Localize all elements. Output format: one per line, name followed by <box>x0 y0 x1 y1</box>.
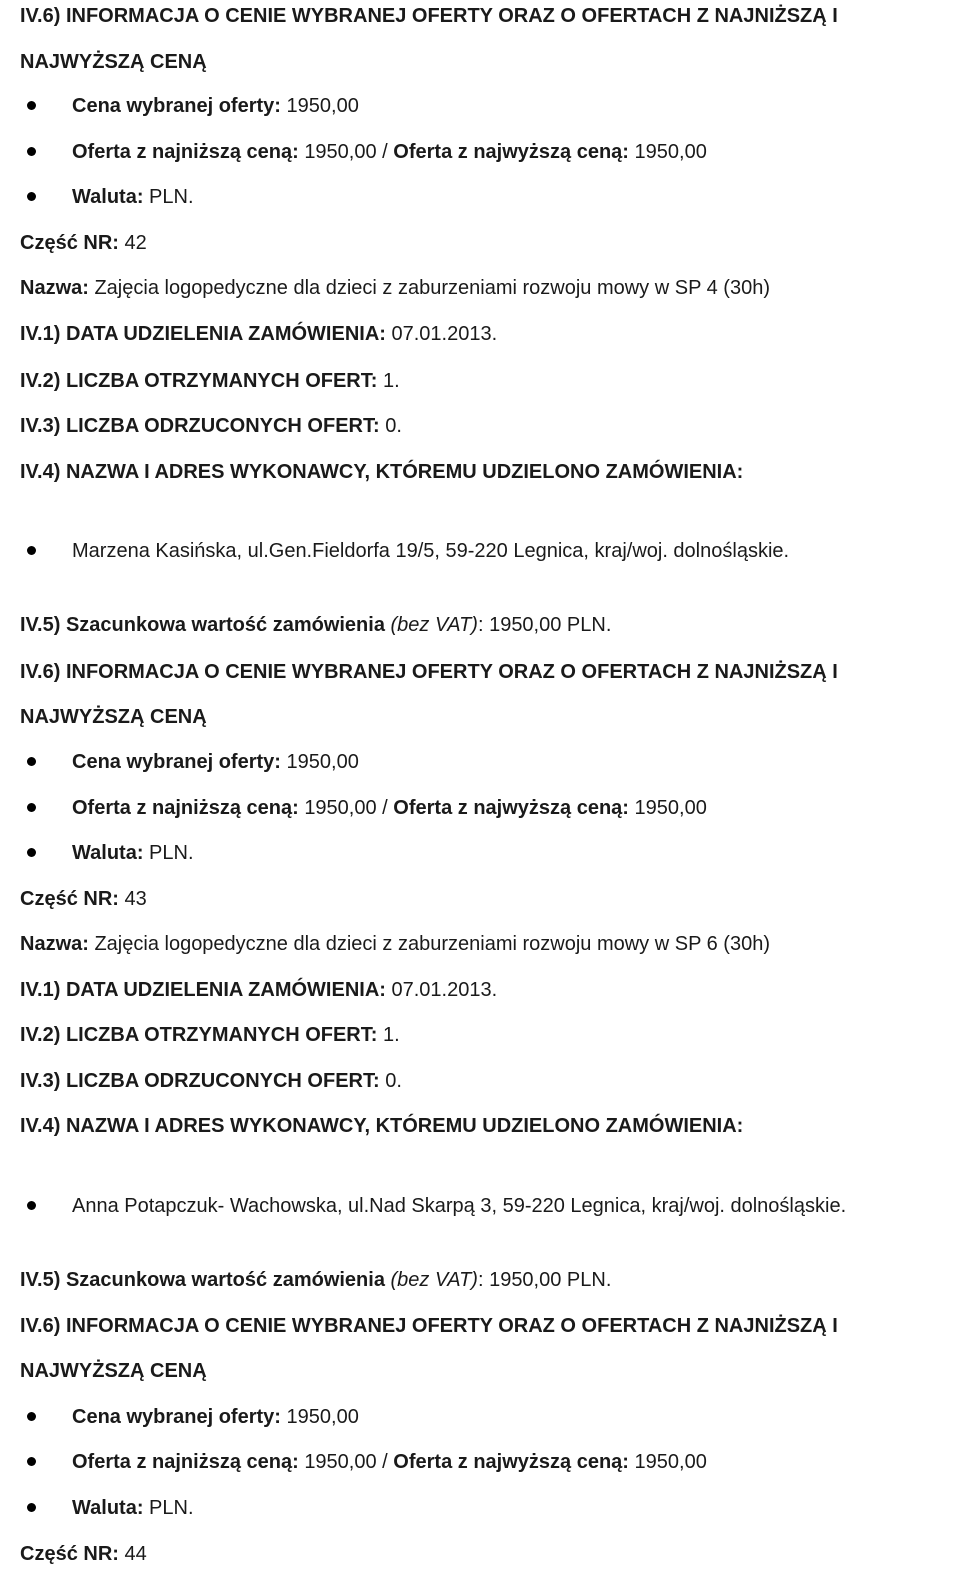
iv4-wykonawca-heading: IV.4) NAZWA I ADRES WYKONAWCY, KTÓREMU UDZIELONO ZAMÓWIENIA: <box>20 461 744 483</box>
iv1-data-udzielenia: IV.1) DATA UDZIELENIA ZAMÓWIENIA: 07.01.2013. <box>20 979 498 1001</box>
bullet-icon <box>27 848 36 857</box>
oferty-min-max: Oferta z najniższą ceną: 1950,00 / Oferta z najwyższą ceną: 1950,00 <box>72 797 707 819</box>
waluta: Waluta: PLN. <box>72 842 194 864</box>
bullet-icon <box>27 1412 36 1421</box>
wykonawca: Anna Potapczuk- Wachowska, ul.Nad Skarpą 3, 59-220 Legnica, kraj/woj. dolnośląskie. <box>72 1195 847 1217</box>
czesc-nr: Część NR: 44 <box>20 1543 147 1565</box>
iv2-liczba-otrzymanych: IV.2) LICZBA OTRZYMANYCH OFERT: 1. <box>20 1024 400 1046</box>
bullet-icon <box>27 757 36 766</box>
cena-wybranej: Cena wybranej oferty: 1950,00 <box>72 1406 359 1428</box>
iv3-liczba-odrzuconych: IV.3) LICZBA ODRZUCONYCH OFERT: 0. <box>20 1070 402 1092</box>
iv5-wartosc: IV.5) Szacunkowa wartość zamówienia (bez VAT): 1950,00 PLN. <box>20 614 612 636</box>
oferty-min-max: Oferta z najniższą ceną: 1950,00 / Oferta z najwyższą ceną: 1950,00 <box>72 141 707 163</box>
bullet-icon <box>27 1201 36 1210</box>
iv1-data-udzielenia: IV.1) DATA UDZIELENIA ZAMÓWIENIA: 07.01.2013. <box>20 323 498 345</box>
cena-wybranej: Cena wybranej oferty: 1950,00 <box>72 751 359 773</box>
bullet-icon <box>27 192 36 201</box>
cena-wybranej: Cena wybranej oferty: 1950,00 <box>72 95 359 117</box>
iv6-heading: IV.6) INFORMACJA O CENIE WYBRANEJ OFERTY ORAZ O OFERTACH Z NAJNIŻSZĄ I <box>20 1315 838 1337</box>
iv6-heading: IV.6) INFORMACJA O CENIE WYBRANEJ OFERTY ORAZ O OFERTACH Z NAJNIŻSZĄ I <box>20 661 838 683</box>
iv3-liczba-odrzuconych: IV.3) LICZBA ODRZUCONYCH OFERT: 0. <box>20 415 402 437</box>
iv6-heading-cont: NAJWYŻSZĄ CENĄ <box>20 51 207 73</box>
iv4-wykonawca-heading: IV.4) NAZWA I ADRES WYKONAWCY, KTÓREMU UDZIELONO ZAMÓWIENIA: <box>20 1115 744 1137</box>
bullet-icon <box>27 147 36 156</box>
bullet-icon <box>27 546 36 555</box>
waluta: Waluta: PLN. <box>72 1497 194 1519</box>
bullet-icon <box>27 803 36 812</box>
nazwa: Nazwa: Zajęcia logopedyczne dla dzieci z zaburzeniami rozwoju mowy w SP 4 (30h) <box>20 277 770 299</box>
iv6-heading: IV.6) INFORMACJA O CENIE WYBRANEJ OFERTY ORAZ O OFERTACH Z NAJNIŻSZĄ I <box>20 5 838 27</box>
czesc-nr: Część NR: 42 <box>20 232 147 254</box>
nazwa: Nazwa: Zajęcia logopedyczne dla dzieci z zaburzeniami rozwoju mowy w SP 6 (30h) <box>20 933 770 955</box>
iv2-liczba-otrzymanych: IV.2) LICZBA OTRZYMANYCH OFERT: 1. <box>20 370 400 392</box>
waluta: Waluta: PLN. <box>72 186 194 208</box>
iv6-heading-cont: NAJWYŻSZĄ CENĄ <box>20 706 207 728</box>
iv5-wartosc: IV.5) Szacunkowa wartość zamówienia (bez VAT): 1950,00 PLN. <box>20 1269 612 1291</box>
bullet-icon <box>27 101 36 110</box>
wykonawca: Marzena Kasińska, ul.Gen.Fieldorfa 19/5, 59-220 Legnica, kraj/woj. dolnośląskie. <box>72 540 790 562</box>
iv6-heading-cont: NAJWYŻSZĄ CENĄ <box>20 1360 207 1382</box>
bullet-icon <box>27 1457 36 1466</box>
bullet-icon <box>27 1503 36 1512</box>
oferty-min-max: Oferta z najniższą ceną: 1950,00 / Oferta z najwyższą ceną: 1950,00 <box>72 1451 707 1473</box>
czesc-nr: Część NR: 43 <box>20 888 147 910</box>
